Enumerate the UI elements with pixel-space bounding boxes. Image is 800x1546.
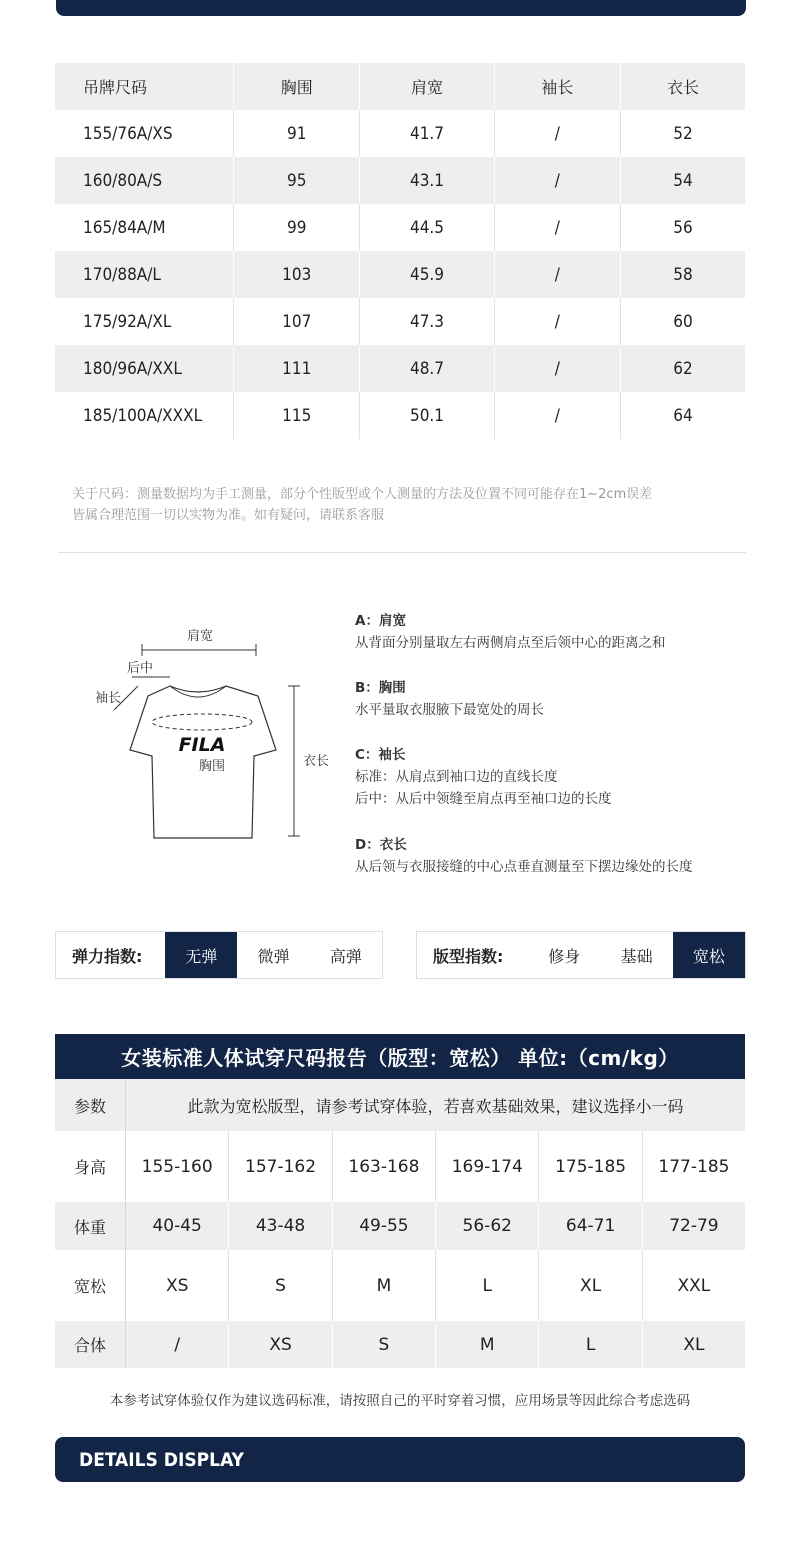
cell: 170/88A/L bbox=[55, 251, 234, 298]
table-row bbox=[55, 1202, 745, 1250]
cell: S bbox=[332, 1321, 435, 1368]
cell: M bbox=[332, 1250, 435, 1321]
cell: 95 bbox=[234, 157, 360, 204]
cell: 54 bbox=[620, 157, 745, 204]
row-label: 合体 bbox=[55, 1321, 126, 1368]
table-row bbox=[55, 204, 745, 251]
desc-title: C：袖长 bbox=[355, 747, 406, 763]
param-label: 参数 bbox=[55, 1079, 126, 1131]
cell: 155/76A/XS bbox=[83, 123, 173, 144]
measurement-note bbox=[72, 484, 752, 526]
row-label: 体重 bbox=[55, 1202, 126, 1250]
cell: XS bbox=[165, 1275, 189, 1296]
table-row bbox=[55, 110, 745, 157]
fit-report-table bbox=[55, 1079, 745, 1368]
header-shoulder: 肩宽 bbox=[360, 63, 494, 110]
param-text: 此款为宽松版型，请参考试穿体验，若喜欢基础效果，建议选择小一码 bbox=[126, 1079, 746, 1131]
cell: XXL bbox=[642, 1250, 745, 1321]
section-divider bbox=[58, 552, 746, 553]
row-label: 身高 bbox=[55, 1131, 126, 1202]
cell: 49-55 bbox=[332, 1202, 435, 1250]
cell: M bbox=[436, 1321, 539, 1368]
table-row bbox=[55, 1131, 745, 1202]
cell: 185/100A/XXXL bbox=[83, 405, 203, 426]
cell: 111 bbox=[234, 345, 360, 392]
cell: 165/84A/M bbox=[83, 217, 166, 238]
cell: 91 bbox=[234, 110, 360, 157]
header-tag-size: 吊牌尺码 bbox=[55, 63, 234, 110]
cell: 157-162 bbox=[229, 1131, 332, 1202]
cell: 177-185 bbox=[642, 1131, 745, 1202]
cell: 62 bbox=[620, 345, 745, 392]
table-row bbox=[55, 1250, 745, 1321]
cell: 99 bbox=[234, 204, 360, 251]
cell: / bbox=[494, 345, 620, 392]
cell: 58 bbox=[620, 251, 745, 298]
cell: XS bbox=[229, 1321, 332, 1368]
header-sleeve: 袖长 bbox=[494, 63, 620, 110]
desc-text: 水平量取衣服腋下最宽处的周长 bbox=[355, 702, 544, 718]
back-center-label: 后中 bbox=[126, 661, 154, 676]
cell: 56 bbox=[620, 204, 745, 251]
fit-index-label: 版型指数: bbox=[433, 946, 504, 966]
row-label: 宽松 bbox=[55, 1250, 126, 1321]
note-line-1: 关于尺码：测量数据均为手工测量，部分个性版型或个人测量的方法及位置不同可能存在1~2cm误差 bbox=[72, 487, 653, 502]
cell: 155-160 bbox=[141, 1156, 213, 1177]
desc-title: B：胸围 bbox=[355, 680, 406, 696]
cell: 103 bbox=[234, 251, 360, 298]
cell: 45.9 bbox=[360, 251, 494, 298]
size-table-header bbox=[55, 63, 745, 110]
cell: 180/96A/XXL bbox=[55, 345, 234, 392]
elasticity-option-high: 高弹 bbox=[329, 946, 362, 966]
param-row bbox=[55, 1079, 745, 1131]
desc-text: 从背面分别量取左右两侧肩点至后领中心的距离之和 bbox=[355, 635, 666, 651]
cell: 175/92A/XL bbox=[83, 311, 172, 332]
cell: 47.3 bbox=[360, 298, 494, 345]
elasticity-index bbox=[55, 931, 383, 979]
cell: S bbox=[229, 1250, 332, 1321]
desc-title: A：肩宽 bbox=[355, 613, 406, 629]
cell: 163-168 bbox=[332, 1131, 435, 1202]
details-display-banner: DETAILS DISPLAY bbox=[55, 1437, 745, 1482]
cell: 43.1 bbox=[360, 157, 494, 204]
cell: / bbox=[126, 1321, 229, 1368]
fit-option-regular: 基础 bbox=[620, 946, 653, 966]
fit-footnote: 本参考试穿体验仅作为建议选码标准，请按照自己的平时穿着习惯，应用场景等因此综合考虑选码 bbox=[109, 1393, 691, 1409]
cell: 169-174 bbox=[436, 1131, 539, 1202]
desc-shoulder bbox=[355, 610, 666, 654]
cell: 72-79 bbox=[642, 1202, 745, 1250]
sleeve-label: 袖长 bbox=[94, 691, 122, 706]
cell: / bbox=[494, 157, 620, 204]
elasticity-label: 弹力指数: bbox=[72, 946, 143, 966]
cell: / bbox=[494, 251, 620, 298]
fila-logo: FILA bbox=[178, 734, 226, 756]
table-row bbox=[55, 298, 745, 345]
desc-text: 标准：从肩点到袖口边的直线长度 bbox=[355, 769, 558, 785]
fit-index bbox=[416, 931, 746, 979]
header-length: 衣长 bbox=[620, 63, 745, 110]
note-line-2: 皆属合理范围一切以实物为准。如有疑问，请联系客服 bbox=[72, 508, 385, 523]
elasticity-option-slight: 微弹 bbox=[257, 946, 290, 966]
cell: L bbox=[539, 1321, 642, 1368]
cell: 56-62 bbox=[436, 1202, 539, 1250]
fit-option-loose: 宽松 bbox=[673, 932, 745, 978]
fit-report-title: 女装标准人体试穿尺码报告（版型：宽松） 单位:（cm/kg） bbox=[55, 1034, 745, 1079]
size-info-banner bbox=[56, 0, 746, 16]
desc-chest bbox=[355, 677, 544, 721]
cell: 44.5 bbox=[360, 204, 494, 251]
cell: 175-185 bbox=[539, 1131, 642, 1202]
desc-text: 从后领与衣服接缝的中心点垂直测量至下摆边缘处的长度 bbox=[355, 859, 693, 875]
length-label: 衣长 bbox=[302, 754, 330, 769]
cell: 64-71 bbox=[539, 1202, 642, 1250]
chest-label: 胸围 bbox=[198, 759, 226, 774]
table-row bbox=[55, 392, 745, 439]
cell: / bbox=[494, 298, 620, 345]
desc-text: 后中：从后中领缝至肩点再至袖口边的长度 bbox=[355, 791, 612, 807]
table-row bbox=[55, 345, 745, 392]
desc-title: D：衣长 bbox=[355, 837, 407, 853]
cell: / bbox=[494, 110, 620, 157]
cell: 41.7 bbox=[360, 110, 494, 157]
cell: 52 bbox=[620, 110, 745, 157]
cell: / bbox=[494, 204, 620, 251]
cell: 115 bbox=[234, 392, 360, 439]
cell: 43-48 bbox=[229, 1202, 332, 1250]
cell: 160/80A/S bbox=[55, 157, 234, 204]
fit-option-slim: 修身 bbox=[548, 946, 581, 966]
cell: 48.7 bbox=[360, 345, 494, 392]
tshirt-measure-diagram bbox=[80, 600, 350, 860]
shoulder-label: 肩宽 bbox=[186, 629, 214, 644]
desc-length bbox=[355, 834, 693, 878]
elasticity-option-none: 无弹 bbox=[165, 932, 237, 978]
table-row bbox=[55, 251, 745, 298]
cell: L bbox=[436, 1250, 539, 1321]
table-row bbox=[55, 157, 745, 204]
cell: XL bbox=[642, 1321, 745, 1368]
cell: / bbox=[494, 392, 620, 439]
cell: 50.1 bbox=[360, 392, 494, 439]
header-chest: 胸围 bbox=[234, 63, 360, 110]
size-table bbox=[55, 63, 745, 439]
desc-sleeve bbox=[355, 744, 612, 810]
cell: 107 bbox=[234, 298, 360, 345]
table-row bbox=[55, 1321, 745, 1368]
cell: 64 bbox=[620, 392, 745, 439]
cell: 40-45 bbox=[126, 1202, 229, 1250]
cell: XL bbox=[539, 1250, 642, 1321]
cell: 60 bbox=[620, 298, 745, 345]
